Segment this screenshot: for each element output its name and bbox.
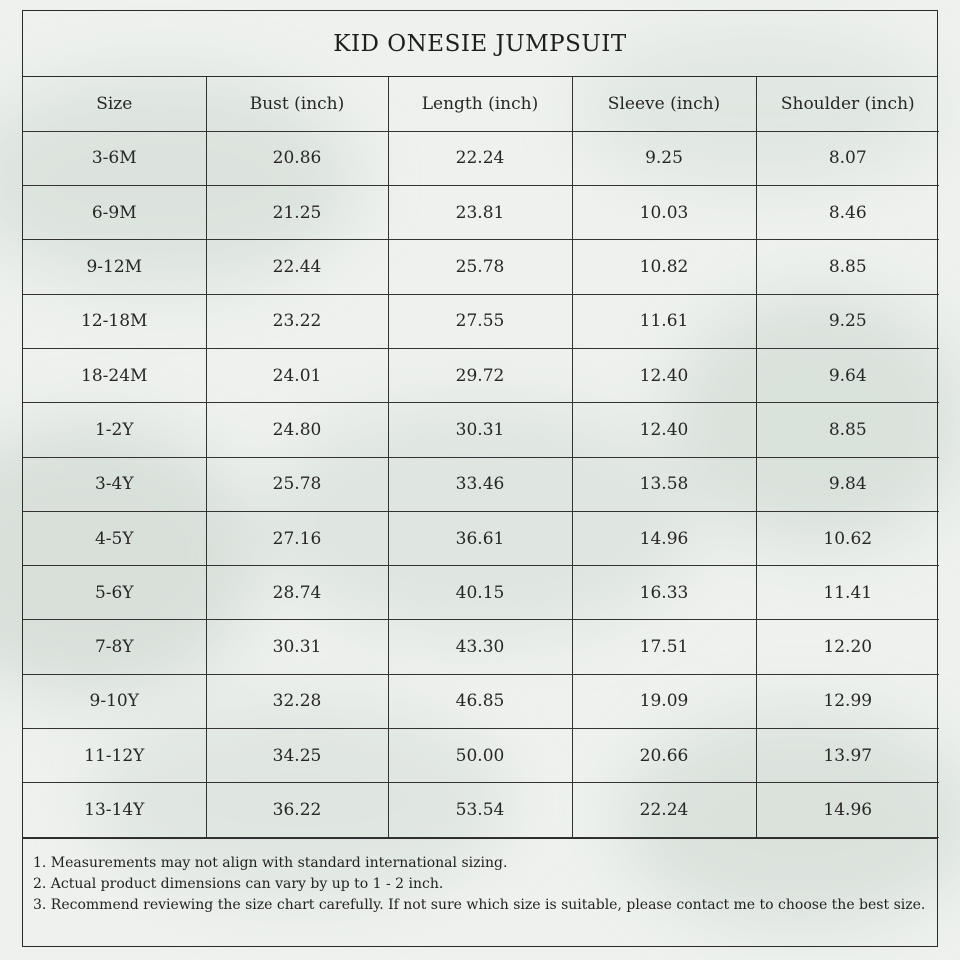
sleeve-cell: 20.66 — [572, 729, 756, 783]
length-cell: 53.54 — [388, 783, 572, 837]
sleeve-cell: 9.25 — [572, 131, 756, 185]
shoulder-cell: 8.46 — [756, 186, 939, 240]
bust-cell: 34.25 — [206, 729, 388, 783]
header-sleeve: Sleeve (inch) — [572, 77, 756, 131]
size-cell: 4-5Y — [23, 511, 206, 565]
size-cell: 11-12Y — [23, 729, 206, 783]
note-item: 2. Actual product dimensions can vary by up to 1 - 2 inch. — [33, 875, 444, 892]
bust-cell: 21.25 — [206, 186, 388, 240]
length-cell: 33.46 — [388, 457, 572, 511]
table-row — [23, 783, 939, 837]
shoulder-cell: 13.97 — [756, 729, 939, 783]
note-item: 1. Measurements may not align with standard international sizing. — [33, 854, 508, 871]
length-cell: 50.00 — [388, 729, 572, 783]
shoulder-cell: 12.20 — [756, 620, 939, 674]
shoulder-cell: 9.64 — [756, 348, 939, 402]
length-cell: 46.85 — [388, 674, 572, 728]
bust-cell: 20.86 — [206, 131, 388, 185]
table-row — [23, 131, 939, 185]
bust-cell: 28.74 — [206, 566, 388, 620]
bust-cell: 23.22 — [206, 294, 388, 348]
length-cell: 25.78 — [388, 240, 572, 294]
shoulder-cell: 9.84 — [756, 457, 939, 511]
size-cell: 9-12M — [23, 240, 206, 294]
length-cell: 30.31 — [388, 403, 572, 457]
size-cell: 3-4Y — [23, 457, 206, 511]
table-row — [23, 457, 939, 511]
header-shoulder: Shoulder (inch) — [756, 77, 939, 131]
table-row — [23, 240, 939, 294]
sleeve-cell: 16.33 — [572, 566, 756, 620]
size-cell: 5-6Y — [23, 566, 206, 620]
table-row — [23, 511, 939, 565]
size-table — [23, 77, 939, 838]
shoulder-cell: 8.07 — [756, 131, 939, 185]
header-size: Size — [23, 77, 206, 131]
size-cell: 6-9M — [23, 186, 206, 240]
length-cell: 27.55 — [388, 294, 572, 348]
size-chart — [22, 10, 938, 947]
length-cell: 22.24 — [388, 131, 572, 185]
length-cell: 29.72 — [388, 348, 572, 402]
size-cell: 3-6M — [23, 131, 206, 185]
sleeve-cell: 10.82 — [572, 240, 756, 294]
shoulder-cell: 11.41 — [756, 566, 939, 620]
chart-title: KID ONESIE JUMPSUIT — [23, 11, 937, 77]
length-cell: 36.61 — [388, 511, 572, 565]
size-cell: 9-10Y — [23, 674, 206, 728]
table-body — [23, 131, 939, 837]
shoulder-cell: 8.85 — [756, 240, 939, 294]
bust-cell: 24.01 — [206, 348, 388, 402]
shoulder-cell: 10.62 — [756, 511, 939, 565]
length-cell: 23.81 — [388, 186, 572, 240]
sleeve-cell: 13.58 — [572, 457, 756, 511]
size-cell: 18-24M — [23, 348, 206, 402]
shoulder-cell: 9.25 — [756, 294, 939, 348]
bust-cell: 27.16 — [206, 511, 388, 565]
table-row — [23, 729, 939, 783]
header-bust: Bust (inch) — [206, 77, 388, 131]
sleeve-cell: 12.40 — [572, 403, 756, 457]
size-cell: 12-18M — [23, 294, 206, 348]
table-row — [23, 294, 939, 348]
size-cell: 1-2Y — [23, 403, 206, 457]
shoulder-cell: 8.85 — [756, 403, 939, 457]
header-length: Length (inch) — [388, 77, 572, 131]
table-row — [23, 674, 939, 728]
bust-cell: 24.80 — [206, 403, 388, 457]
sleeve-cell: 17.51 — [572, 620, 756, 674]
sleeve-cell: 10.03 — [572, 186, 756, 240]
table-row — [23, 403, 939, 457]
bust-cell: 25.78 — [206, 457, 388, 511]
length-cell: 43.30 — [388, 620, 572, 674]
sleeve-cell: 12.40 — [572, 348, 756, 402]
size-cell: 13-14Y — [23, 783, 206, 837]
bust-cell: 22.44 — [206, 240, 388, 294]
header-row — [23, 77, 939, 131]
note-item: 3. Recommend reviewing the size chart carefully. If not sure which size is suitable, please contact me to choose the best size. — [33, 896, 926, 913]
table-row — [23, 620, 939, 674]
sleeve-cell: 14.96 — [572, 511, 756, 565]
shoulder-cell: 14.96 — [756, 783, 939, 837]
table-row — [23, 566, 939, 620]
table-row — [23, 186, 939, 240]
bust-cell: 36.22 — [206, 783, 388, 837]
sleeve-cell: 19.09 — [572, 674, 756, 728]
sleeve-cell: 22.24 — [572, 783, 756, 837]
sleeve-cell: 11.61 — [572, 294, 756, 348]
bust-cell: 32.28 — [206, 674, 388, 728]
table-row — [23, 348, 939, 402]
length-cell: 40.15 — [388, 566, 572, 620]
notes — [23, 838, 937, 916]
size-cell: 7-8Y — [23, 620, 206, 674]
shoulder-cell: 12.99 — [756, 674, 939, 728]
bust-cell: 30.31 — [206, 620, 388, 674]
